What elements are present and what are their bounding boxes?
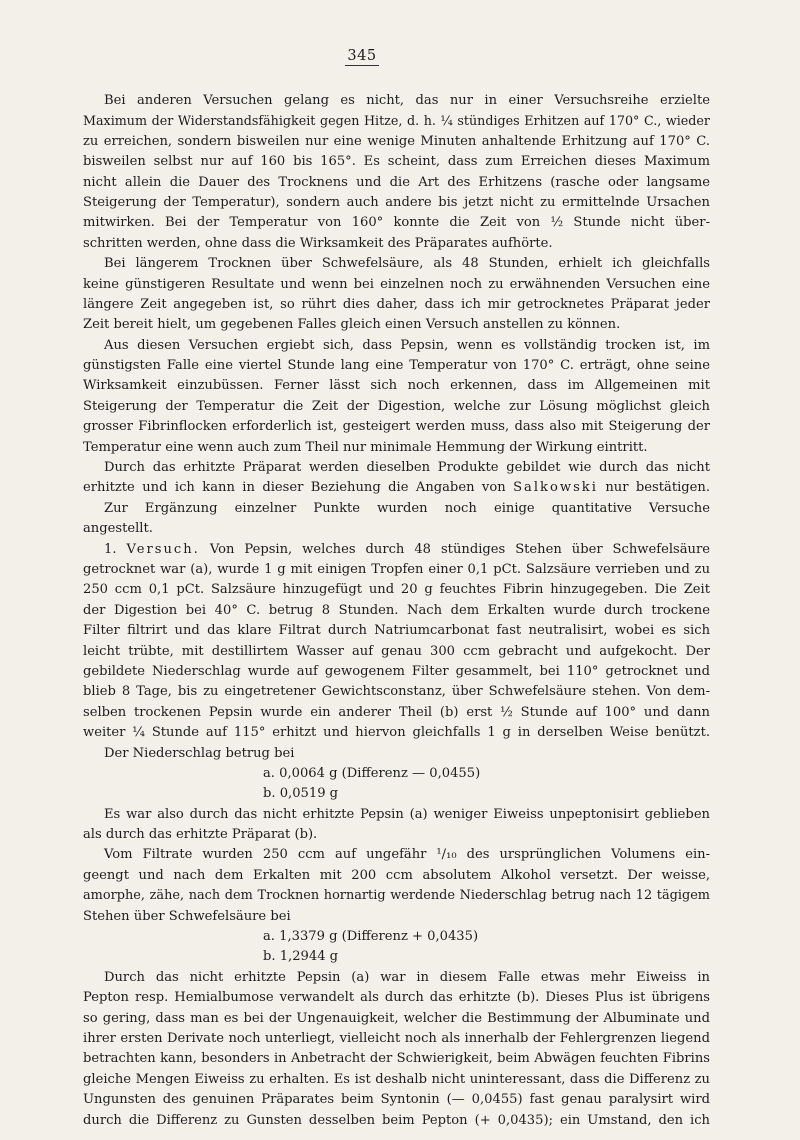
text-line: günstigsten Falle eine viertel Stunde lang eine Temperatur von 170° C. erträgt, ohne seine — [83, 358, 710, 374]
text-line: Temperatur eine wenn auch zum Theil nur minimale Hemmung der Wirkung eintritt. — [83, 439, 648, 455]
text-line: nicht allein die Dauer des Trocknens und die Art des Erhitzens (rasche oder langsame — [83, 174, 710, 190]
text-line: amorphe, zähe, nach dem Trocknen hornartig werdende Niederschlag betrug nach 12 tägigem — [83, 888, 710, 904]
text-line — [83, 540, 710, 560]
experiment-heading: Versuch. — [126, 541, 200, 557]
text-line: durch die Differenz zu Gunsten desselben beim Pepton (+ 0,0435); ein Umstand, den ich — [83, 1112, 710, 1128]
text-line: Steigerung der Temperatur), sondern auch andere bis jetzt nicht zu ermittelnde Ursachen — [83, 194, 710, 210]
text-line: Bei längerem Trocknen über Schwefelsäure, als 48 Stunden, erhielt ich gleichfalls — [104, 256, 710, 272]
text-line: Durch das erhitzte Präparat werden dieselben Produkte gebildet wie durch das nicht — [104, 460, 710, 476]
text-line: längere Zeit angegeben ist, so rührt dies daher, dass ich mir getrocknetes Präparat jeder — [83, 296, 710, 312]
text-line: Stehen über Schwefelsäure bei — [83, 908, 291, 924]
text-line: Aus diesen Versuchen ergiebt sich, dass Pepsin, wenn es vollständig trocken ist, im — [104, 337, 710, 353]
text-line: betrachten kann, besonders in Anbetracht der Schwierigkeit, beim Abwägen feuchten Fibrins — [83, 1051, 710, 1067]
text-line: grosser Fibrinflocken erforderlich ist, gesteigert werden muss, dass also mit Steigerung der — [83, 419, 710, 435]
text-line: Maximum der Widerstandsfähigkeit gegen Hitze, d. h. ¼ stündiges Erhitzen auf 170° C., wieder — [83, 113, 710, 129]
text-line: Pepton resp. Hemialbumose verwandelt als durch das erhitzte (b). Dieses Plus ist übrigens — [83, 990, 710, 1006]
text-fragment: Von Pepsin, welches durch 48 stündiges Stehen über Schwefelsäure — [209, 541, 711, 557]
text-line: getrocknet war (a), wurde 1 g mit einigen Tropfen einer 0,1 pCt. Salzsäure verrieben und zu — [83, 561, 710, 577]
experiment-number: 1. — [104, 541, 117, 557]
text-line: Bei anderen Versuchen gelang es nicht, das nur in einer Versuchsreihe erzielte — [104, 93, 710, 108]
text-fragment: erhitzte und ich kann in dieser Beziehung die Angaben von — [83, 480, 506, 496]
result-line: a. 1,3379 g (Differenz + 0,0435) — [263, 929, 479, 945]
text-line: Zur Ergänzung einzelner Punkte wurden noch einige quantitative Versuche — [104, 500, 710, 516]
text-line: ihrer ersten Derivate noch unterliegt, vielleicht noch als innerhalb der Fehlergrenzen liegend — [83, 1030, 710, 1046]
body-text — [83, 91, 710, 1131]
text-line: Ungunsten des genuinen Präparates beim Syntonin (— 0,0455) fast genau paralysirt wird — [83, 1092, 710, 1108]
text-line: leicht trübte, mit destillirtem Wasser auf genau 300 ccm gebracht und aufgekocht. Der — [83, 643, 710, 659]
text-line: blieb 8 Tage, bis zu eingetretener Gewichtsconstanz, über Schwefelsäure stehen. Von dem- — [83, 684, 710, 700]
text-line: Zeit bereit hielt, um gegebenen Falles gleich einen Versuch anstellen zu können. — [83, 317, 621, 333]
text-line — [83, 478, 710, 498]
text-line: mitwirken. Bei der Temperatur von 160° konnte die Zeit von ½ Stunde nicht über- — [83, 215, 710, 231]
text-line: gleiche Mengen Eiweiss zu erhalten. Es ist deshalb nicht uninteressant, dass die Differenz zu — [83, 1071, 710, 1087]
author-name: Salkowski — [513, 480, 598, 496]
text-line: 250 ccm 0,1 pCt. Salzsäure hinzugefügt und 20 g feuchtes Fibrin hinzugegeben. Die Zeit — [83, 582, 710, 598]
text-line: Filter filtrirt und das klare Filtrat durch Natriumcarbonat fast neutralisirt, wobei es sich — [83, 623, 710, 639]
text-line: zu erreichen, sondern bisweilen nur eine wenige Minuten anhaltende Erhitzung auf 170° C. — [83, 133, 710, 149]
text-line: Steigerung der Temperatur die Zeit der Digestion, welche zur Lösung möglichst gleich — [83, 398, 710, 414]
text-line: geengt und nach dem Erkalten mit 200 ccm absolutem Alkohol versetzt. Der weisse, — [83, 867, 710, 883]
text-line: bisweilen selbst nur auf 160 bis 165°. Es scheint, dass zum Erreichen dieses Maximum — [83, 154, 710, 170]
text-line: Wirksamkeit einzubüssen. Ferner lässt sich noch erkennen, dass im Allgemeinen mit — [83, 378, 710, 394]
text-line: gebildete Niederschlag wurde auf gewogenem Filter gesammelt, bei 110° getrocknet und — [83, 663, 710, 679]
text-line: als durch das erhitzte Präparat (b). — [83, 827, 318, 843]
text-line: der Digestion bei 40° C. betrug 8 Stunden. Nach dem Erkalten wurde durch trockene — [83, 602, 710, 618]
text-line: schritten werden, ohne dass die Wirksamkeit des Präparates aufhörte. — [83, 235, 553, 251]
text-line: so gering, dass man es bei der Ungenauigkeit, welcher die Bestimmung der Albuminate und — [83, 1010, 710, 1026]
result-line: a. 0,0064 g (Differenz — 0,0455) — [263, 765, 481, 781]
page-number: 345 — [347, 48, 377, 64]
text-line: Der Niederschlag betrug bei — [104, 745, 295, 761]
text-line: Vom Filtrate wurden 250 ccm auf ungefähr ¹/₁₀ des ursprünglichen Volumens ein- — [104, 847, 710, 863]
text-line: Durch das nicht erhitzte Pepsin (a) war in diesem Falle etwas mehr Eiweiss in — [104, 969, 710, 985]
text-line: keine günstigeren Resultate und wenn bei einzelnen noch zu erwähnenden Versuchen eine — [83, 276, 710, 292]
text-line: Es war also durch das nicht erhitzte Pepsin (a) weniger Eiweiss unpeptonisirt geblieben — [104, 806, 710, 822]
text-line: angestellt. — [83, 521, 153, 537]
text-line: weiter ¼ Stunde auf 115° erhitzt und hiervon gleichfalls 1 g in derselben Weise benützt. — [83, 725, 710, 741]
result-line: b. 0,0519 g — [263, 786, 339, 802]
text-fragment: nur bestätigen. — [605, 480, 711, 496]
result-line: b. 1,2944 g — [263, 949, 339, 965]
text-line: selben trockenen Pepsin wurde ein anderer Theil (b) erst ½ Stunde auf 100° und dann — [83, 704, 710, 720]
